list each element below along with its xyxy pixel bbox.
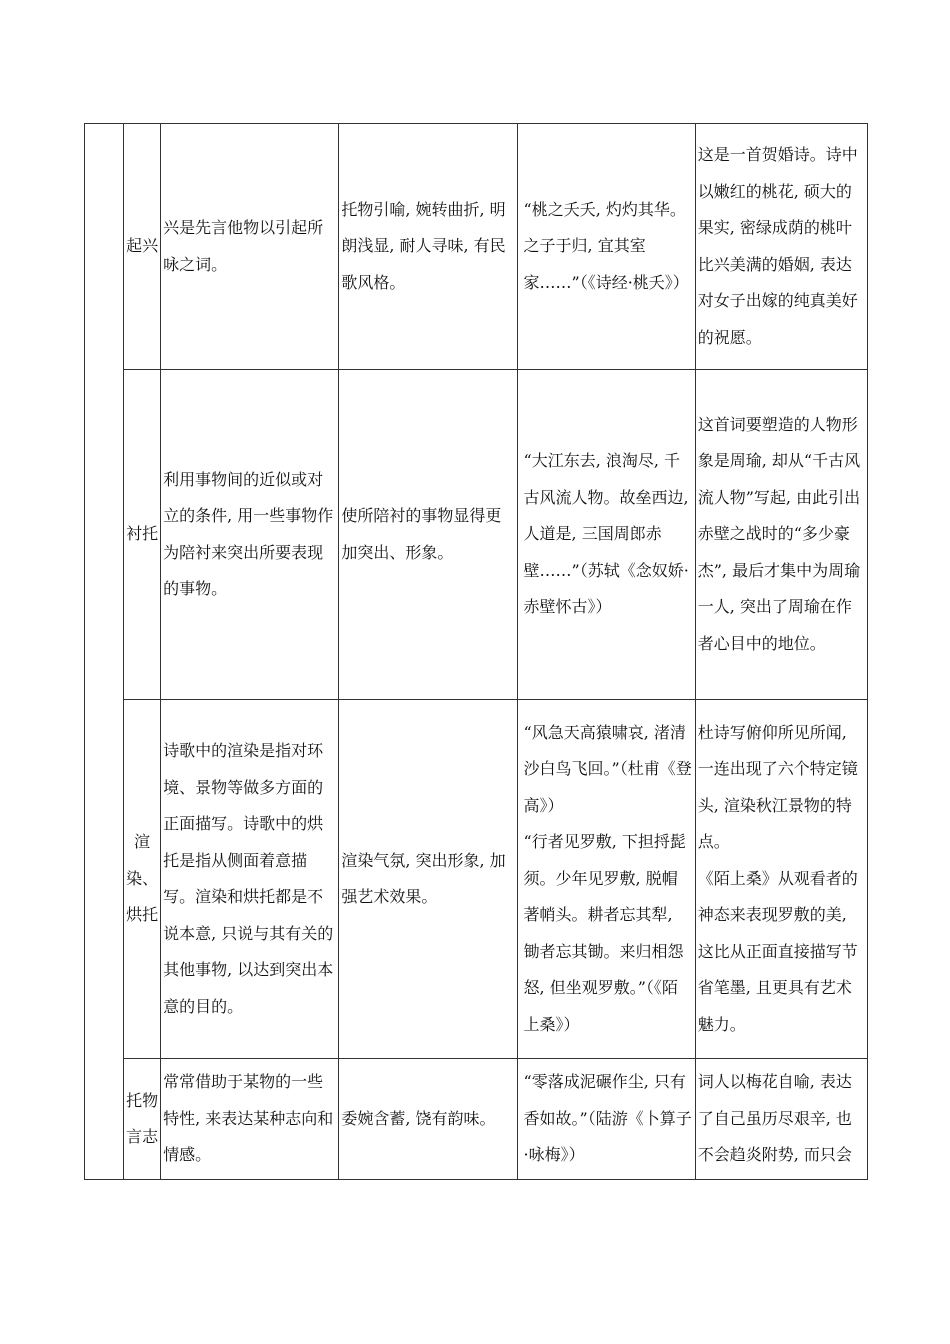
technique-analysis: 这是一首贺婚诗。诗中以嫩红的桃花, 硕大的果实, 密绿成荫的桃叶比兴美满的婚姻, 表达对女子出嫁的纯真美好的祝愿。 (695, 124, 867, 370)
technique-effect: 托物引喻, 婉转曲折, 明朗浅显, 耐人寻味, 有民歌风格。 (339, 124, 517, 370)
table-row (85, 700, 868, 1059)
technique-definition: 利用事物间的近似或对立的条件, 用一些事物作为陪衬来突出所要表现的事物。 (161, 370, 339, 700)
technique-effect: 使所陪衬的事物显得更加突出、形象。 (339, 370, 517, 700)
table-row (85, 1059, 868, 1180)
technique-example (517, 1059, 695, 1180)
example-text: “零落成泥碾作尘, 只有香如故。”（陆游《卜算子·咏梅》） (523, 1072, 692, 1165)
technique-definition: 诗歌中的渲染是指对环境、景物等做多方面的正面描写。诗歌中的烘托是指从侧面着意描写。渲染和烘托都是不说本意, 只说与其有关的其他事物, 以达到突出本意的目的。 (161, 700, 339, 1059)
technique-example (517, 124, 695, 370)
example-text: “风急天高猿啸哀, 渚清沙白鸟飞回。”（杜甫《登高》） (523, 722, 692, 815)
category-cell (85, 124, 124, 1180)
rhetoric-techniques-table (84, 123, 868, 1180)
technique-effect: 渲染气氛, 突出形象, 加强艺术效果。 (339, 700, 517, 1059)
table-row (85, 124, 868, 370)
example-text: “大江东去, 浪淘尽, 千古风流人物。故垒西边, 人道是, 三国周郎赤壁……”（苏轼《念奴娇·赤壁怀古》） (523, 451, 689, 617)
example-text: “行者见罗敷, 下担捋髭须。少年见罗敷, 脱帽著帩头。耕者忘其犁, 锄者忘其锄。来归相怨怒, 但坐观罗敷。”（《陌上桑》） (523, 832, 686, 1034)
technique-definition: 兴是先言他物以引起所咏之词。 (161, 124, 339, 370)
technique-example (517, 700, 695, 1059)
table-row (85, 370, 868, 700)
technique-analysis: 词人以梅花自喻, 表达了自己虽历尽艰辛, 也不会趋炎附势, 而只会 (695, 1059, 867, 1180)
technique-definition: 常常借助于某物的一些特性, 来表达某种志向和情感。 (161, 1059, 339, 1180)
technique-analysis: 这首词要塑造的人物形象是周瑜, 却从“千古风流人物”写起, 由此引出赤壁之战时的“多少豪杰”, 最后才集中为周瑜一人, 突出了周瑜在作者心目中的地位。 (695, 370, 867, 700)
analysis-text: 杜诗写俯仰所见所闻, 一连出现了六个特定镜头, 渲染秋江景物的特点。 (697, 722, 858, 852)
technique-name: 渲染、烘托 (124, 700, 161, 1059)
technique-example (517, 370, 695, 700)
technique-effect: 委婉含蓄, 饶有韵味。 (339, 1059, 517, 1180)
technique-analysis (695, 700, 867, 1059)
technique-name: 托物言志 (124, 1059, 161, 1180)
technique-name: 起兴 (124, 124, 161, 370)
analysis-text: 《陌上桑》从观看者的神态来表现罗敷的美, 这比从正面直接描写节省笔墨, 且更具有艺术魅力。 (697, 868, 858, 1034)
example-text: “桃之夭夭, 灼灼其华。之子于归, 宜其室家……”（《诗经·桃夭》） (523, 199, 689, 292)
technique-name: 衬托 (124, 370, 161, 700)
